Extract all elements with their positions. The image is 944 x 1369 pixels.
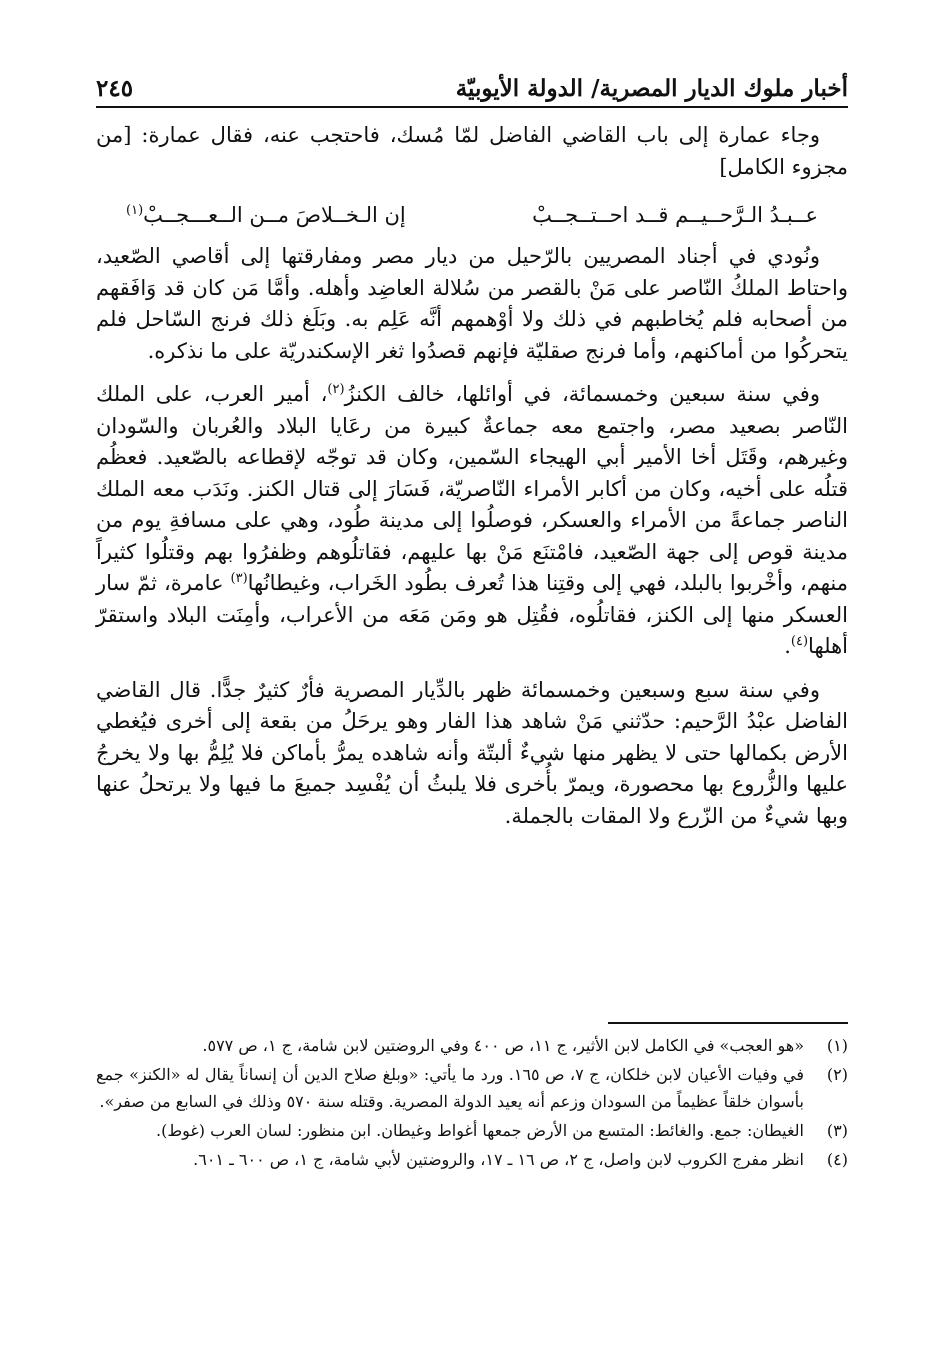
footnote-text: «هو العجب» في الكامل لابن الأثير، ج ١١، ص ٤٠٠ وفي الروضتين لابن شامة، ج ١، ص ٥٧٧. (202, 1036, 804, 1055)
paragraph-3-part-d: . (784, 634, 791, 658)
footnote-number: (٢) (826, 1065, 848, 1084)
poem-verse (96, 195, 848, 241)
page-header (96, 64, 848, 108)
footnote-number: (١) (826, 1036, 848, 1055)
footnote-ref-4: (٤) (790, 634, 809, 649)
verse-first-hemistich: عــبـدُ الـرَّحــيــم قــد احــتــجــبْ (532, 203, 818, 227)
paragraph-2: ونُودي في أجناد المصريين بالرّحيل من ديار مصر ومفارقتها إلى أقاصي الصّعيد، واحتاط الملكُ النّاصر على مَنْ بالقصر من سُلالة العاضِد وأهله. وأمَّا مَن كان قد وَافَقهم من أصحابه فلم يُخاطبهم في ذلك ولا أوْهمهم أنَّه عَلِم به. وبَلَغ ذلك فرنج السّاحل فلم يتحركُوا من أماكنهم، وأما فرنج صقليّة فإنهم قصدُوا ثغر الإسكندريّة على ما نذكره. (96, 244, 848, 363)
footnote-number: (٤) (826, 1150, 848, 1169)
paragraph-3-part-b: ، أمير العرب، على الملك النّاصر بصعيد مصر، واجتمع معه جماعةٌ كبيرة من رعَايا البلاد والعُربان والسّودان وغيرهم، وقَتَل أخا الأمير أبي الهيجاء السّمين، وكان قد توجّه لإقطاعه بالصّعيد. فعظُم قتلُه على أخيه، وكان من أكابر الأمراء النّاصريّة، فَسَارَ إلى قتال الكنز. ونَدَب معه الملك الناصر جماعةً من الأمراء والعسكر، فوصلُوا إلى مدينة طُود، وهي على مسافةِ يوم من مدينة قوص إلى جهة الصّعيد، فامْتنَع مَنْ بها عليهم، فقاتلُوهم وظفرُوا بهم وقتلُوا كثيراً منهم، وأخْربوا بالبلد، فهي إلى وقتِنا هذا تُعرف بطُود الخَراب، وغيطانُها (96, 382, 848, 595)
main-text (96, 120, 848, 844)
verse-second-hemistich (126, 199, 406, 231)
footnote-divider (608, 1022, 848, 1024)
footnote-1 (96, 1032, 848, 1059)
footnote-ref-3: (٣) (230, 571, 248, 586)
paragraph-1: وجاء عمارة إلى باب القاضي الفاضل لمّا مُسك، فاحتجب عنه، فقال عمارة: [من مجزوء الكامل] (96, 123, 848, 179)
footnotes (96, 1022, 848, 1175)
paragraph-3-part-a: وفي سنة سبعين وخمسمائة، في أوائلها، خالف الكنزُ (344, 382, 820, 406)
footnote-text: انظر مفرج الكروب لابن واصل، ج ٢، ص ١٦ ـ ١٧، والروضتين لأبي شامة، ج ١، ص ٦٠٠ ـ ٦٠١. (193, 1150, 804, 1169)
paragraph-3-part-c: عامرة، ثمّ سار العسكر منها إلى الكنز، فقاتلُوه، فقُتِل هو ومَن مَعَه من الأعراب، وأمِنَت البلاد واستقرّ أهلها (96, 571, 848, 658)
footnote-4 (96, 1146, 848, 1173)
paragraph-4: وفي سنة سبع وسبعين وخمسمائة ظهر بالدِّيار المصرية فأرٌ كثيرٌ جدًّا. قال القاضي الفاضل عبْدُ الرَّحيم: حدّثني مَنْ شاهد هذا الفار وهو يرحَلُ من بقعة إلى أخرى فيُغطي الأرض بكمالها حتى لا يظهر منها شيءٌ ألبتّة وأنه شاهده يمرُّ بأماكن فلا يُلِمُّ بها ولا يخرجُ عليها والزُّروع بها محصورة، ويمرّ بأُخرى فلا يلبثُ أن يُفْسِد جميعَ ما فيها ولا يرتحلُ عنها وبها شيءٌ من الزّرع ولا المقات بالجملة. (96, 677, 848, 828)
footnote-3 (96, 1117, 848, 1144)
footnote-number: (٣) (826, 1121, 848, 1140)
verse-second-text: إن الـخــلاصَ مــن الــعـــجــبْ (143, 203, 406, 227)
footnote-ref-1: (١) (126, 203, 144, 218)
footnote-text: في وفيات الأعيان لابن خلكان، ج ٧، ص ١٦٥. ورد ما يأتي: «وبلغ صلاح الدين أن إنساناً يقال له «الكنز» جمع بأسوان خلقاً عظيماً من السودان وزعم أنه يعيد الدولة المصرية. وقتله سنة ٥٧٠ وذلك في السابع من صفر». (96, 1065, 805, 1111)
footnote-ref-2: (٢) (327, 382, 345, 397)
running-title: أخبار ملوك الديار المصرية/ الدولة الأيوبيّة (455, 75, 848, 102)
page-number: ٢٤٥ (96, 75, 134, 102)
paragraph-3 (96, 379, 848, 663)
footnote-text: الغيطان: جمع. والغائط: المتسع من الأرض جمعها أغواط وغيطان. ابن منظور: لسان العرب (غوط). (156, 1121, 804, 1140)
footnote-2 (96, 1061, 848, 1115)
